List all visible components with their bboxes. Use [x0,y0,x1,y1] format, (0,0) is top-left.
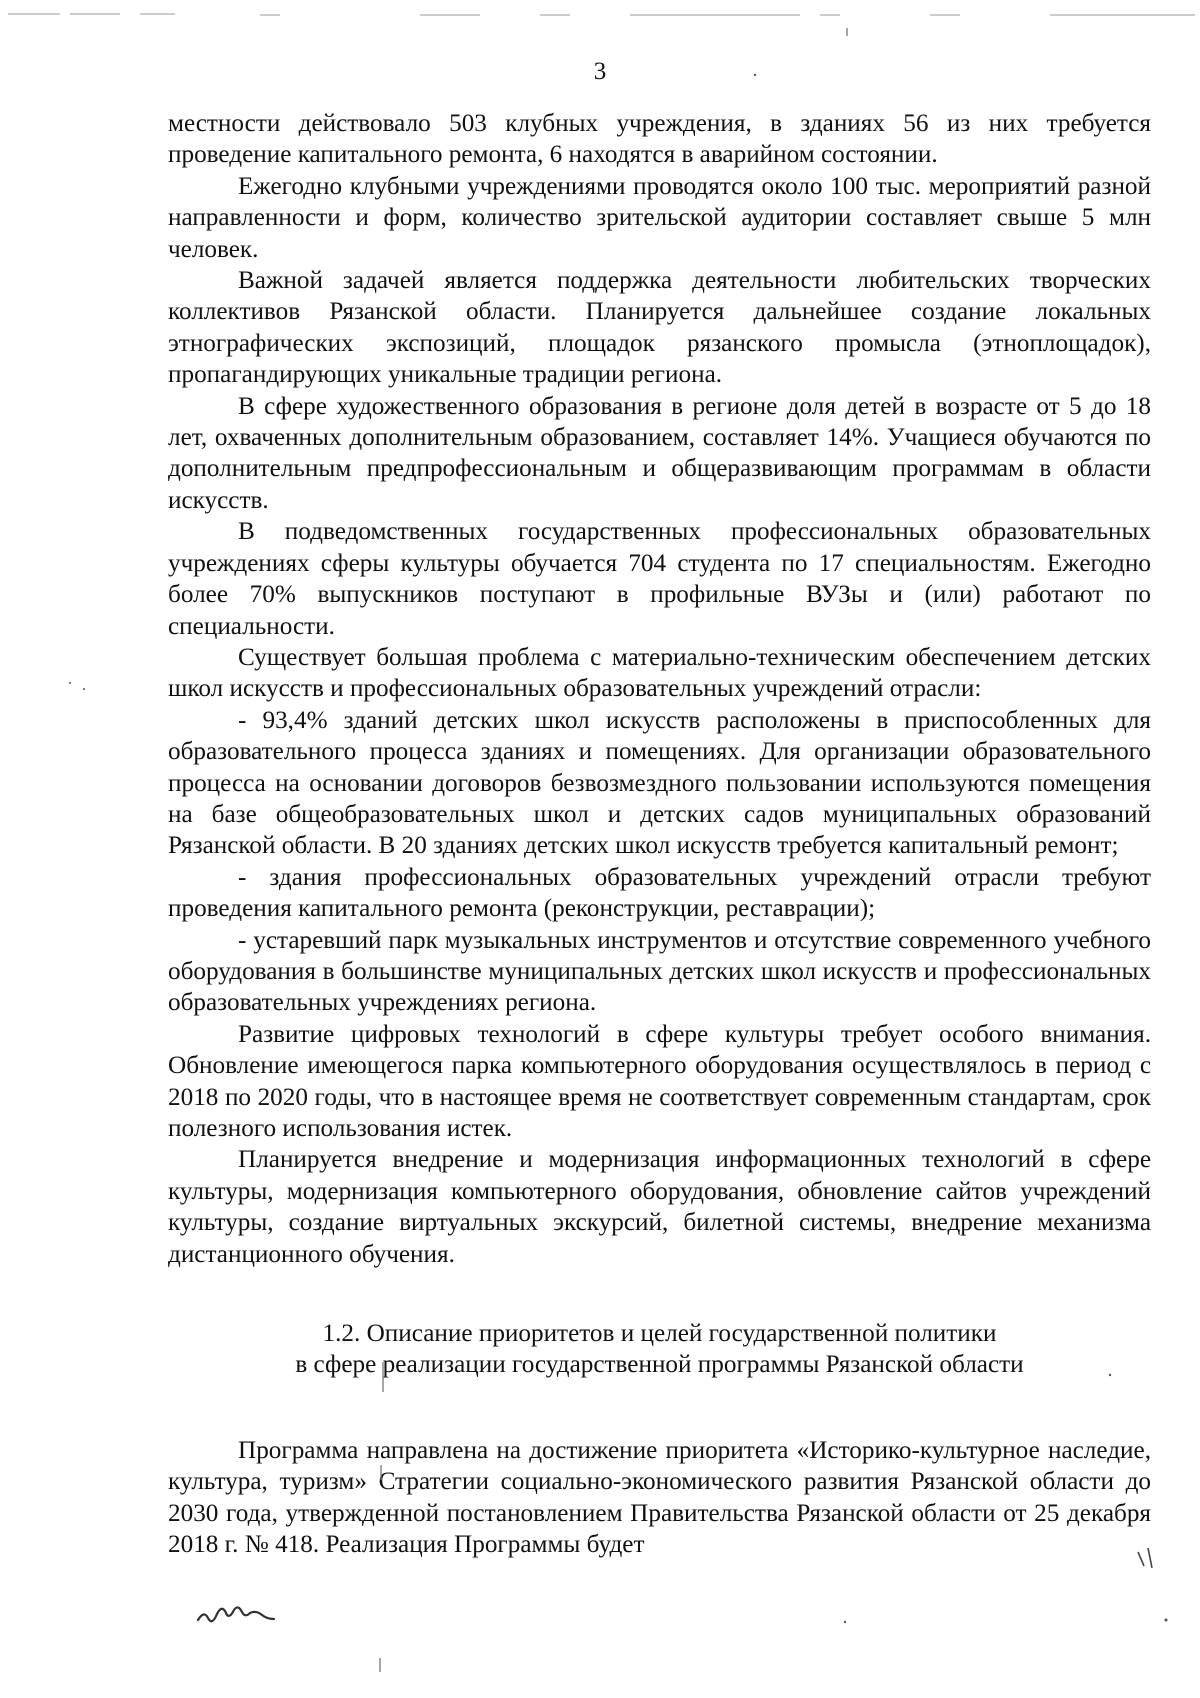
body-paragraph: Ежегодно клубными учреждениями проводятся около 100 тыс. мероприятий разной направленности и форм, количество зрительской аудитории составляет свыше 5 млн человек. [168,172,1151,263]
body-paragraph: Планируется внедрение и модернизация информационных технологий в сфере культуры, модернизация компьютерного оборудования, обновление сайтов учреждений культуры, создание виртуальных экскурсий, билетной системы, внедрение механизма дистанционного обучения. [168,1146,1151,1268]
page-number: 3 [593,58,607,85]
signature-squiggle-mark [198,1607,274,1621]
body-paragraph: местности действовало 503 клубных учреждения, в зданиях 56 из них требуется проведение капитального ремонта, 6 находятся в аварийном состоянии. [168,110,1151,169]
section-heading-line-1: 1.2. Описание приоритетов и целей государственной политики [322,1320,997,1348]
body-paragraph: В подведомственных государственных профессиональных образовательных учреждениях сферы культуры обучается 704 студента по 17 специальностям. Ежегодно более 70% выпускников поступают в профильные ВУЗы и (или) работают по специальности. [168,518,1151,640]
body-paragraphs-bottom [168,1435,1151,1561]
section-heading-line-2: в сфере реализации государственной программы Рязанской области [295,1351,1024,1379]
body-paragraph: - здания профессиональных образовательных учреждений отрасли требуют проведения капитального ремонта (реконструкции, реставрации); [168,863,1151,923]
body-paragraph: В сфере художественного образования в регионе доля детей в возрасте от 5 до 18 лет, охваченных дополнительным образованием, составляет 14%. Учащиеся обучаются по дополнительным предпрофессиональным и общеразвивающим программам в области искусств. [168,392,1151,514]
body-paragraph: Программа направлена на достижение приоритета «Историко-культурное наследие, культура, туризм» Стратегии социально-экономического развития Рязанской области до 2030 года, утвержденной постановлением Правительства Рязанской области от 25 декабря 2018 г. № 418. Реализация Программы будет [168,1436,1151,1559]
body-paragraph: Существует большая проблема с материально-техническим обеспечением детских школ искусств и профессиональных образовательных учреждений отрасли: [168,643,1151,703]
body-paragraph: - устаревший парк музыкальных инструментов и отсутствие современного учебного оборудования в большинстве муниципальных детских школ искусств и профессиональных образовательных учреждениях региона. [168,926,1151,1017]
scan-edge-noise [0,0,1200,20]
section-heading [168,1318,1151,1381]
body-paragraph: - 93,4% зданий детских школ искусств расположены в приспособленных для образовательного процесса зданиях и помещениях. Для организации образовательного процесса на основании договоров безвозмездного пользовании используются помещения на базе общеобразовательных школ и детских садов муниципальных образований Рязанской области. В 20 зданиях детских школ искусств требуется капитальный ремонт; [168,706,1151,860]
body-paragraph: Развитие цифровых технологий в сфере культуры требует особого внимания. Обновление имеющегося парка компьютерного оборудования осуществлялось в период с 2018 по 2020 годы, что в настоящее время не соответствует современным стандартам, срок полезного использования истек. [168,1020,1151,1142]
body-paragraph: Важной задачей является поддержка деятельности любительских творческих коллективов Рязанской области. Планируется дальнейшее создание локальных этнографических экспозиций, площадок рязанского промысла (этноплощадок), пропагандирующих уникальные традиции региона. [168,267,1151,389]
document-body [168,108,1151,1560]
body-paragraphs-top [168,108,1151,1270]
